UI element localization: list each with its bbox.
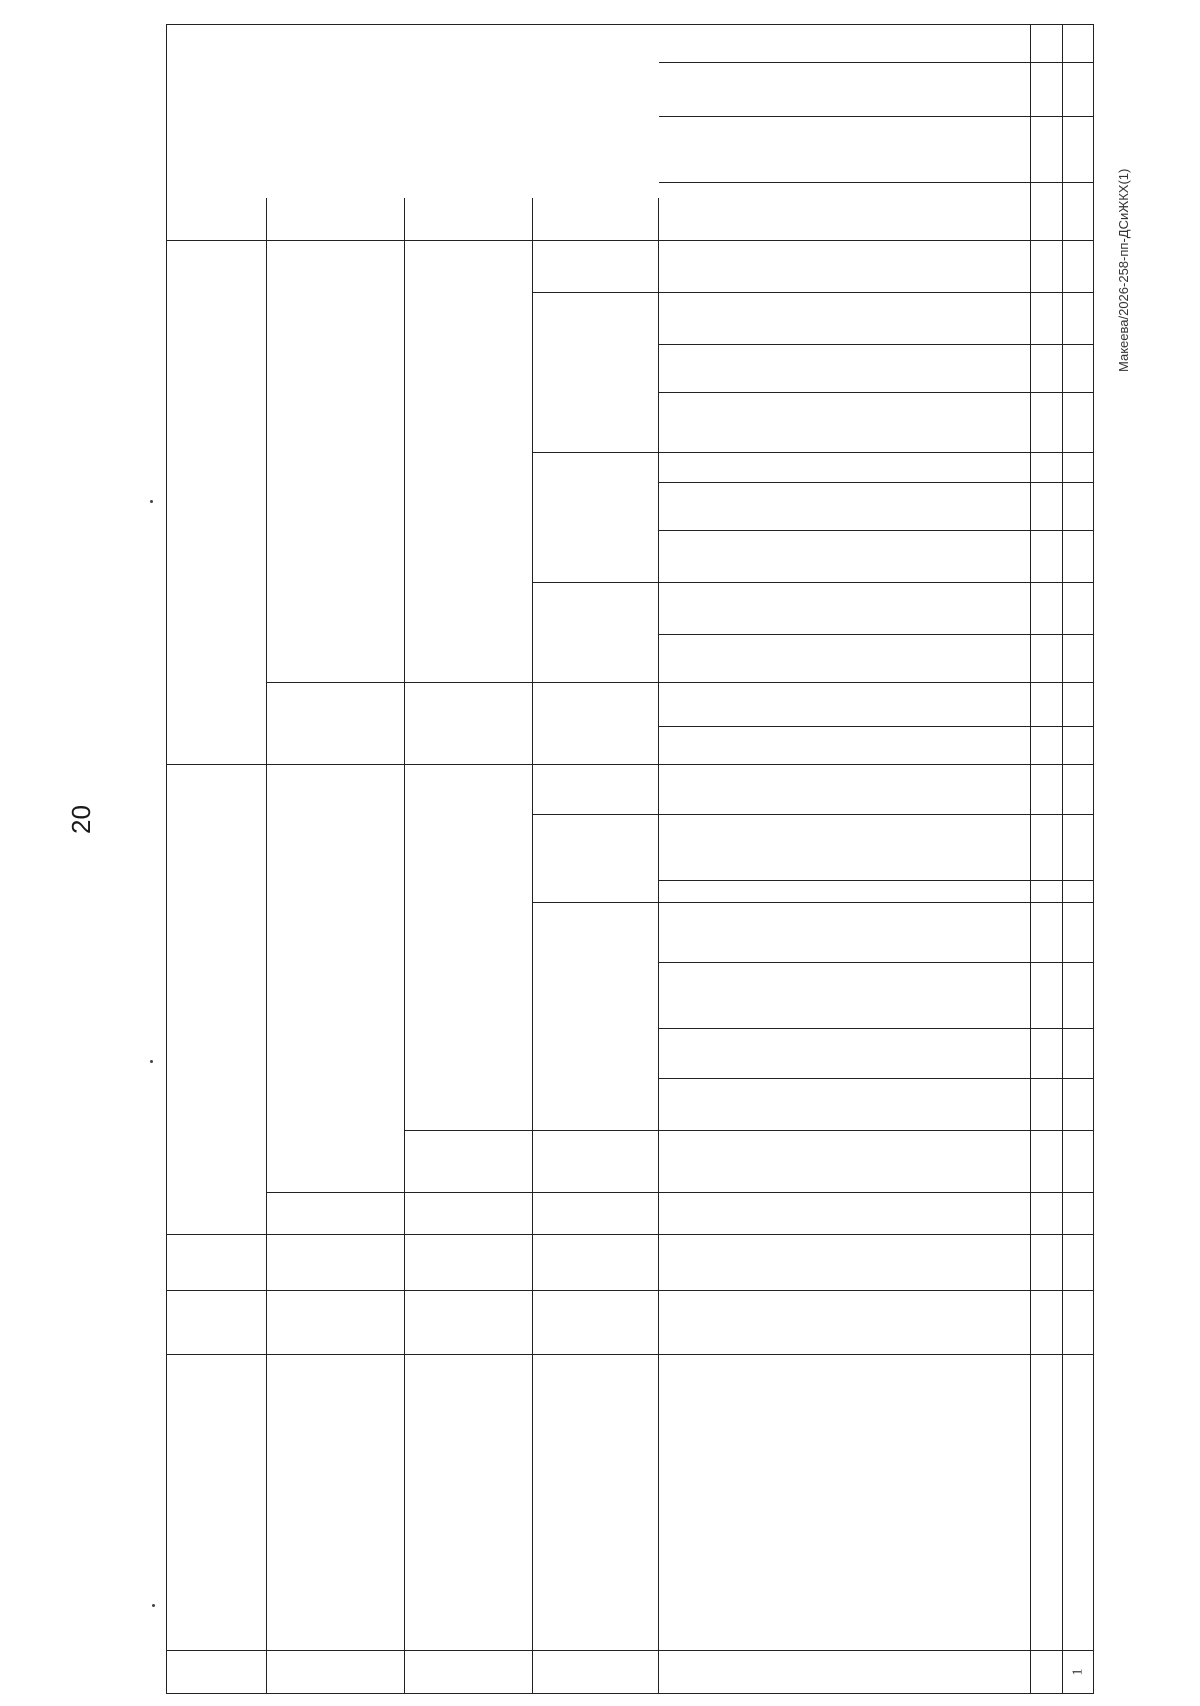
scan-speck bbox=[150, 1060, 153, 1063]
col-number: 1 bbox=[1070, 1668, 1086, 1676]
scan-speck bbox=[150, 500, 153, 503]
file-reference: Макеева/2026-258-пп-ДСиЖКХ(1) bbox=[1116, 168, 1131, 372]
resettlement-table bbox=[166, 24, 1094, 1694]
page-number: 20 bbox=[66, 805, 96, 834]
scan-speck bbox=[152, 1604, 155, 1607]
